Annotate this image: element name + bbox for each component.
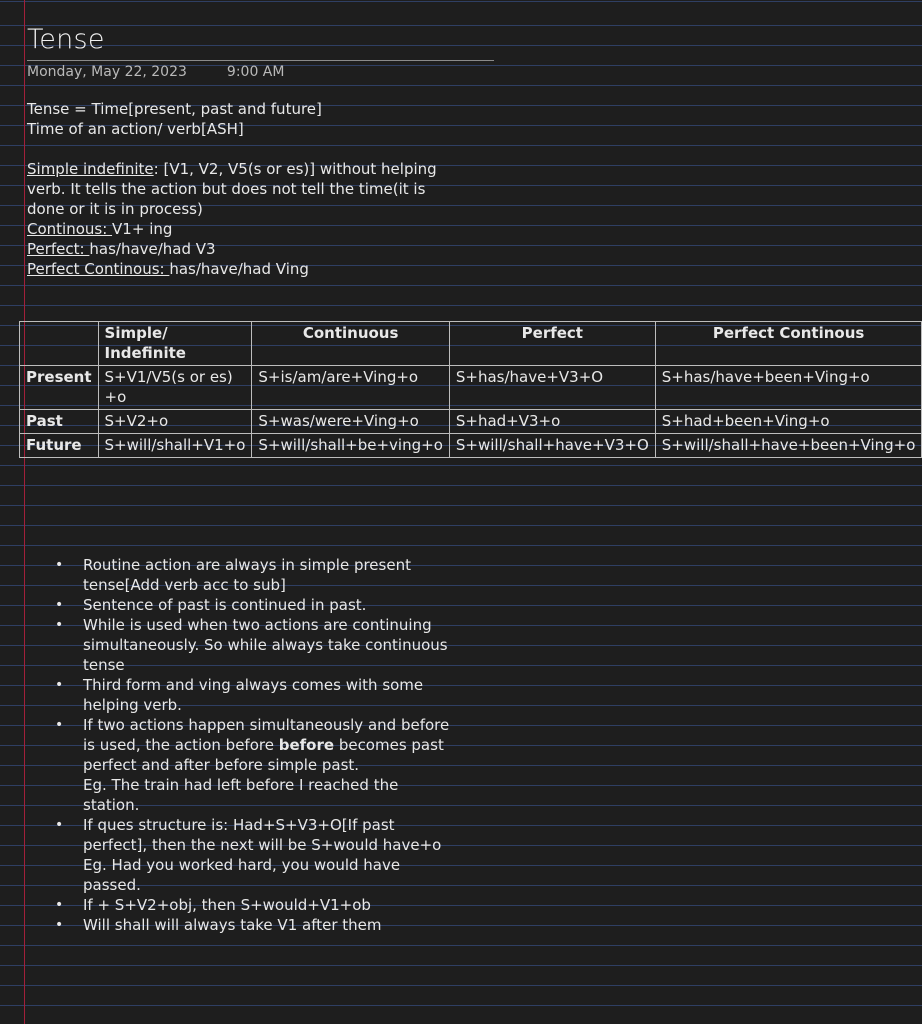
table-header-cell[interactable] — [20, 322, 99, 366]
table-header-cell[interactable]: Simple/ Indefinite — [98, 322, 252, 366]
table-cell[interactable]: S+V2+o — [98, 410, 252, 434]
page-title[interactable]: Tense — [27, 24, 105, 55]
list-item-text: If two actions happen simultaneously and before is used, the action before — [83, 716, 450, 754]
title-underline — [27, 60, 494, 61]
continuous-label: Continous: — [27, 220, 113, 238]
table-cell[interactable]: S+will/shall+have+V3+O — [449, 434, 655, 458]
perfect-definition — [27, 239, 447, 259]
perfect-continuous-definition — [27, 259, 447, 279]
table-header-row — [20, 322, 922, 366]
table-row-header[interactable]: Present — [20, 366, 99, 410]
table-cell[interactable]: S+will/shall+V1+o — [98, 434, 252, 458]
table-cell[interactable]: S+V1/V5(s or es) +o — [98, 366, 252, 410]
continuous-definition — [27, 219, 447, 239]
table-cell[interactable]: S+will/shall+be+ving+o — [252, 434, 449, 458]
list-item: • Sentence of past is continued in past. — [83, 595, 453, 615]
table-row — [20, 410, 922, 434]
list-item-example: Eg. The train had left before I reached the station. — [83, 776, 399, 814]
table-header-cell[interactable]: Perfect — [449, 322, 655, 366]
page-time: 9:00 AM — [226, 64, 285, 80]
simple-indefinite-definition — [27, 159, 447, 219]
simple-indefinite-text: : [V1, V2, V5(s or es)] without helping verb. It tells the action but does not tell the time(it is done or it is in process) — [27, 160, 437, 218]
perfect-continuous-text: has/have/had Ving — [169, 260, 309, 278]
list-item-text: If ques structure is: Had+S+V3+O[If past perfect], then the next will be S+would have+o — [83, 816, 442, 854]
list-item-example: Eg. Had you worked hard, you would have passed. — [83, 856, 401, 894]
perfect-continuous-label: Perfect Continous: — [27, 260, 170, 278]
list-item-text: becomes past perfect and after before simple past. — [83, 736, 444, 774]
perfect-label: Perfect: — [27, 240, 90, 258]
table-cell[interactable]: S+has/have+been+Ving+o — [655, 366, 922, 410]
intro-line-2: Time of an action/ verb[ASH] — [27, 120, 244, 138]
table-row — [20, 434, 922, 458]
list-item — [83, 715, 453, 815]
table-cell[interactable]: S+had+V3+o — [449, 410, 655, 434]
list-item: • If + S+V2+obj, then S+would+V1+ob — [83, 895, 453, 915]
table-header-cell[interactable]: Perfect Continous — [655, 322, 922, 366]
intro-line-1: Tense = Time[present, past and future] — [27, 100, 322, 118]
tense-table[interactable] — [19, 321, 922, 458]
table-header-cell[interactable]: Continuous — [252, 322, 449, 366]
table-row — [20, 366, 922, 410]
table-row-header[interactable]: Past — [20, 410, 99, 434]
list-item: • Will shall will always take V1 after them — [83, 915, 453, 935]
table-cell[interactable]: S+was/were+Ving+o — [252, 410, 449, 434]
intro-text[interactable] — [27, 99, 447, 279]
perfect-text: has/have/had V3 — [89, 240, 216, 258]
list-item — [83, 815, 453, 895]
page-date: Monday, May 22, 2023 — [27, 64, 187, 80]
table-cell[interactable]: S+is/am/are+Ving+o — [252, 366, 449, 410]
list-item: • Third form and ving always comes with some helping verb. — [83, 675, 453, 715]
list-item: • Routine action are always in simple present tense[Add verb acc to sub] — [83, 555, 453, 595]
rules-bullet-list[interactable] — [83, 555, 453, 935]
table-cell[interactable]: S+has/have+V3+O — [449, 366, 655, 410]
simple-indefinite-label: Simple indefinite — [27, 160, 154, 178]
table-cell[interactable]: S+had+been+Ving+o — [655, 410, 922, 434]
notebook-margin-line — [24, 0, 25, 1024]
table-cell[interactable]: S+will/shall+have+been+Ving+o — [655, 434, 922, 458]
table-row-header[interactable]: Future — [20, 434, 99, 458]
continuous-text: V1+ ing — [112, 220, 173, 238]
page-meta — [27, 64, 284, 80]
list-item: • While is used when two actions are continuing simultaneously. So while always take continuous tense — [83, 615, 453, 675]
list-item-bold: before — [278, 736, 335, 754]
